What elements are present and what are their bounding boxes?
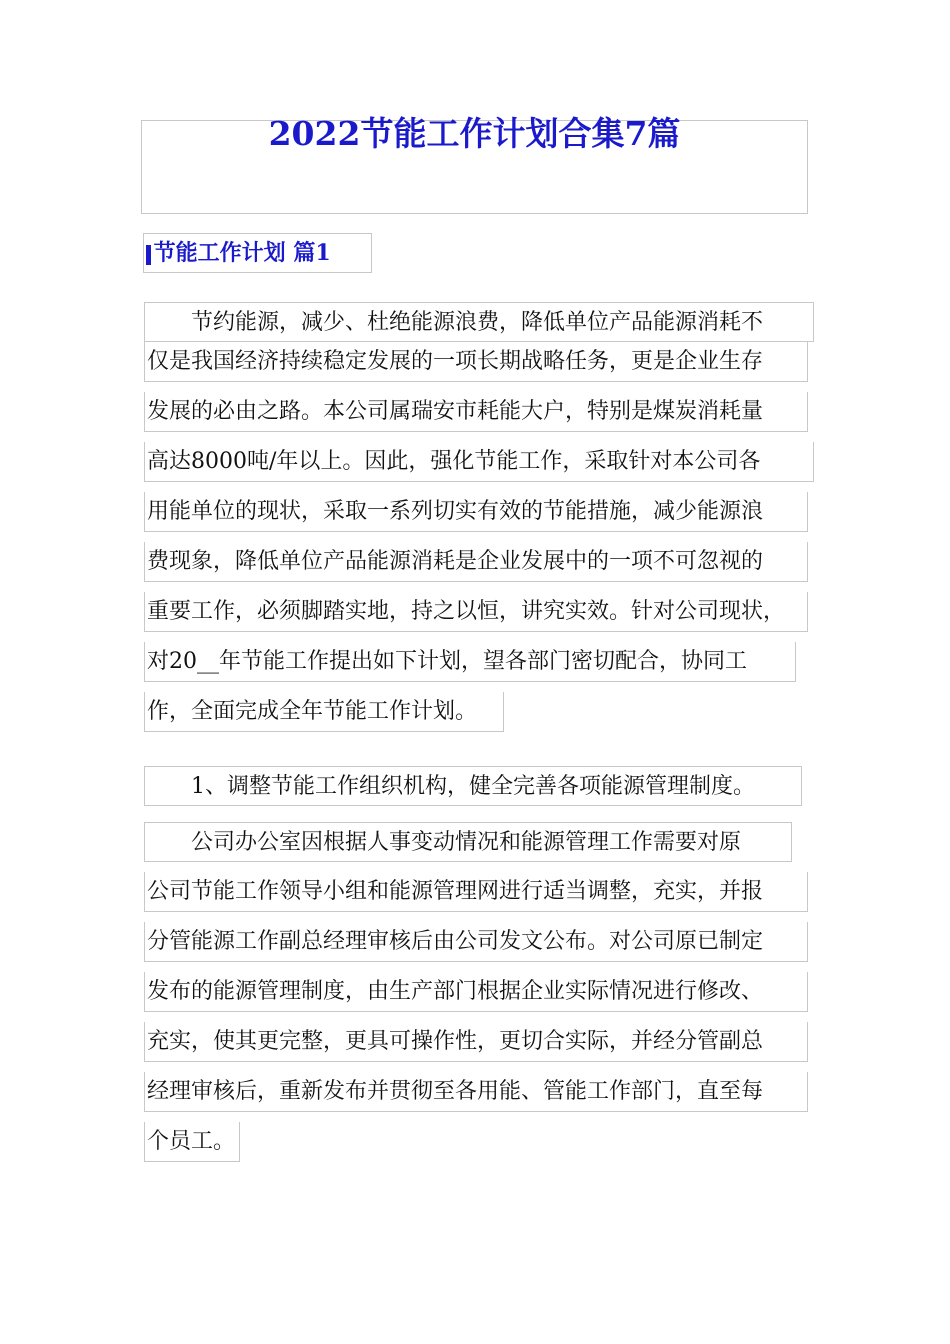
section-heading — [146, 234, 331, 272]
paragraph-line: 个员工。 — [144, 1122, 240, 1162]
list-item: 1、调整节能工作组织机构，健全完善各项能源管理制度。 — [144, 766, 802, 806]
paragraph-line: 用能单位的现状，采取一系列切实有效的节能措施，减少能源浪 — [144, 492, 808, 532]
paragraph-line: 经理审核后，重新发布并贯彻至各用能、管能工作部门，直至每 — [144, 1072, 808, 1112]
section-heading-text: 节能工作计划 篇1 — [153, 240, 331, 266]
paragraph-line: 费现象，降低单位产品能源消耗是企业发展中的一项不可忽视的 — [144, 542, 808, 582]
paragraph-line: 充实，使其更完整，更具可操作性，更切合实际，并经分管副总 — [144, 1022, 808, 1062]
paragraph-line: 仅是我国经济持续稳定发展的一项长期战略任务，更是企业生存 — [144, 342, 808, 382]
paragraph-line: 重要工作，必须脚踏实地，持之以恒，讲究实效。针对公司现状， — [144, 592, 808, 632]
paragraph-line: 分管能源工作副总经理审核后由公司发文公布。对公司原已制定 — [144, 922, 808, 962]
paragraph-line: 对20__年节能工作提出如下计划，望各部门密切配合，协同工 — [144, 642, 796, 682]
paragraph-line: 公司节能工作领导小组和能源管理网进行适当调整，充实，并报 — [144, 872, 808, 912]
paragraph-line: 节约能源，减少、杜绝能源浪费，降低单位产品能源消耗不 — [144, 302, 814, 342]
paragraph-line: 发展的必由之路。本公司属瑞安市耗能大户，特别是煤炭消耗量 — [144, 392, 808, 432]
paragraph-line: 公司办公室因根据人事变动情况和能源管理工作需要对原 — [144, 822, 792, 862]
paragraph-line: 发布的能源管理制度，由生产部门根据企业实际情况进行修改、 — [144, 972, 808, 1012]
paragraph-line: 高达8000吨/年以上。因此，强化节能工作，采取针对本公司各 — [144, 442, 814, 482]
document-title: 2022节能工作计划合集7篇 — [268, 114, 681, 153]
paragraph-line: 作，全面完成全年节能工作计划。 — [144, 692, 504, 732]
